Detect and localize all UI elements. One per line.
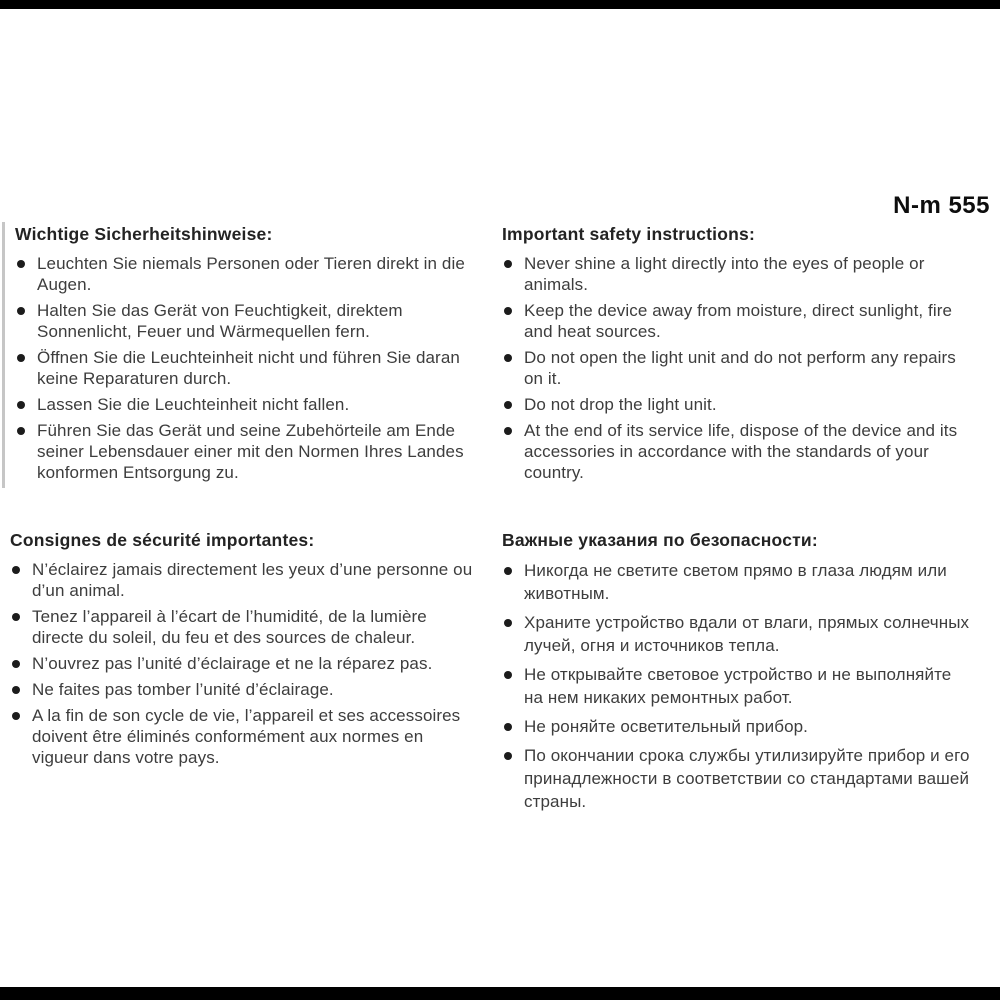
list-item-text: Führen Sie das Gerät und seine Zubehörteile am Ende seiner Lebensdauer einer mit den Normen Ihres Landes konformen Entsorgung zu. xyxy=(37,421,464,482)
section-french-safety xyxy=(10,528,474,773)
list-item-text: Не открывайте световое устройство и не выполняйте на нем никаких ремонтных работ. xyxy=(524,665,952,707)
bullet-icon xyxy=(502,347,524,389)
list-item xyxy=(15,253,467,295)
list-item-text: Tenez l’appareil à l’écart de l’humidité, de la lumière directe du soleil, du feu et des sources de chaleur. xyxy=(32,607,427,647)
bullet-icon xyxy=(502,744,524,813)
section-title-german: Wichtige Sicherheitshinweise: xyxy=(15,224,273,244)
bullet-icon xyxy=(15,253,37,295)
section-title-english: Important safety instructions: xyxy=(502,224,755,244)
list-item xyxy=(502,347,962,389)
bullet-icon xyxy=(502,253,524,295)
list-item-text: Do not open the light unit and do not perform any repairs on it. xyxy=(524,348,956,388)
bullet-icon xyxy=(10,679,32,700)
list-item xyxy=(502,253,962,295)
list-item-text: Leuchten Sie niemals Personen oder Tieren direkt in die Augen. xyxy=(37,254,465,294)
list-item xyxy=(10,679,474,700)
bullet-icon xyxy=(502,559,524,605)
list-item-text: Lassen Sie die Leuchteinheit nicht fallen. xyxy=(37,395,350,414)
list-item-text: Keep the device away from moisture, direct sunlight, fire and heat sources. xyxy=(524,301,953,341)
list-item-text: Никогда не светите светом прямо в глаза людям или животным. xyxy=(524,561,947,603)
list-item xyxy=(15,394,467,415)
bullet-icon xyxy=(502,715,524,738)
list-item xyxy=(10,559,474,601)
list-item xyxy=(502,300,962,342)
section-title-russian: Важные указания по безопасности: xyxy=(502,530,818,550)
bullet-icon xyxy=(15,347,37,389)
list-item-text: Храните устройство вдали от влаги, прямых солнечных лучей, огня и источников тепла. xyxy=(524,613,970,655)
list-item xyxy=(502,420,962,483)
bottom-black-bar xyxy=(0,987,1000,1000)
bullet-icon xyxy=(15,300,37,342)
list-item xyxy=(15,300,467,342)
list-item-text: По окончании срока службы утилизируйте прибор и его принадлежности в соответствии со стандартами вашей страны. xyxy=(524,746,970,811)
list-item-text: N’ouvrez pas l’unité d’éclairage et ne la réparez pas. xyxy=(32,654,433,673)
list-item xyxy=(502,744,970,813)
bullet-icon xyxy=(502,663,524,709)
list-item-text: A la fin de son cycle de vie, l’appareil et ses accessoires doivent être éliminés conformément aux normes en vigueur dans votre pays. xyxy=(32,706,461,767)
section-title-french: Consignes de sécurité importantes: xyxy=(10,530,315,550)
list-item-text: Öffnen Sie die Leuchteinheit nicht und führen Sie daran keine Reparaturen durch. xyxy=(37,348,460,388)
list-item-text: Не роняйте осветительный прибор. xyxy=(524,717,809,736)
section-english-safety xyxy=(502,222,962,488)
bullet-icon xyxy=(15,420,37,483)
list-item xyxy=(10,606,474,648)
bullet-icon xyxy=(15,394,37,415)
list-item xyxy=(502,611,970,657)
list-item-text: N’éclairez jamais directement les yeux d’une personne ou d’un animal. xyxy=(32,560,473,600)
section-russian-safety xyxy=(502,528,970,819)
list-item xyxy=(10,653,474,674)
list-item xyxy=(15,347,467,389)
list-item-text: Ne faites pas tomber l’unité d’éclairage. xyxy=(32,680,334,699)
bullet-icon xyxy=(502,394,524,415)
bullet-icon xyxy=(502,611,524,657)
section-german-safety xyxy=(2,222,467,488)
bullet-icon xyxy=(10,559,32,601)
model-number-label: N-m 555 xyxy=(893,192,990,219)
bullet-icon xyxy=(10,606,32,648)
bullet-icon xyxy=(10,705,32,768)
list-item xyxy=(10,705,474,768)
bullet-icon xyxy=(502,300,524,342)
top-black-bar xyxy=(0,0,1000,9)
list-item xyxy=(502,663,970,709)
list-item-text: Halten Sie das Gerät von Feuchtigkeit, direktem Sonnenlicht, Feuer und Wärmequellen fern. xyxy=(37,301,403,341)
list-item-text: Never shine a light directly into the eyes of people or animals. xyxy=(524,254,925,294)
bullet-icon xyxy=(10,653,32,674)
list-item xyxy=(502,394,962,415)
list-item xyxy=(502,715,970,738)
list-item xyxy=(15,420,467,483)
bullet-icon xyxy=(502,420,524,483)
list-item-text: At the end of its service life, dispose of the device and its accessories in accordance with the standards of your country. xyxy=(524,421,958,482)
list-item xyxy=(502,559,970,605)
list-item-text: Do not drop the light unit. xyxy=(524,395,717,414)
